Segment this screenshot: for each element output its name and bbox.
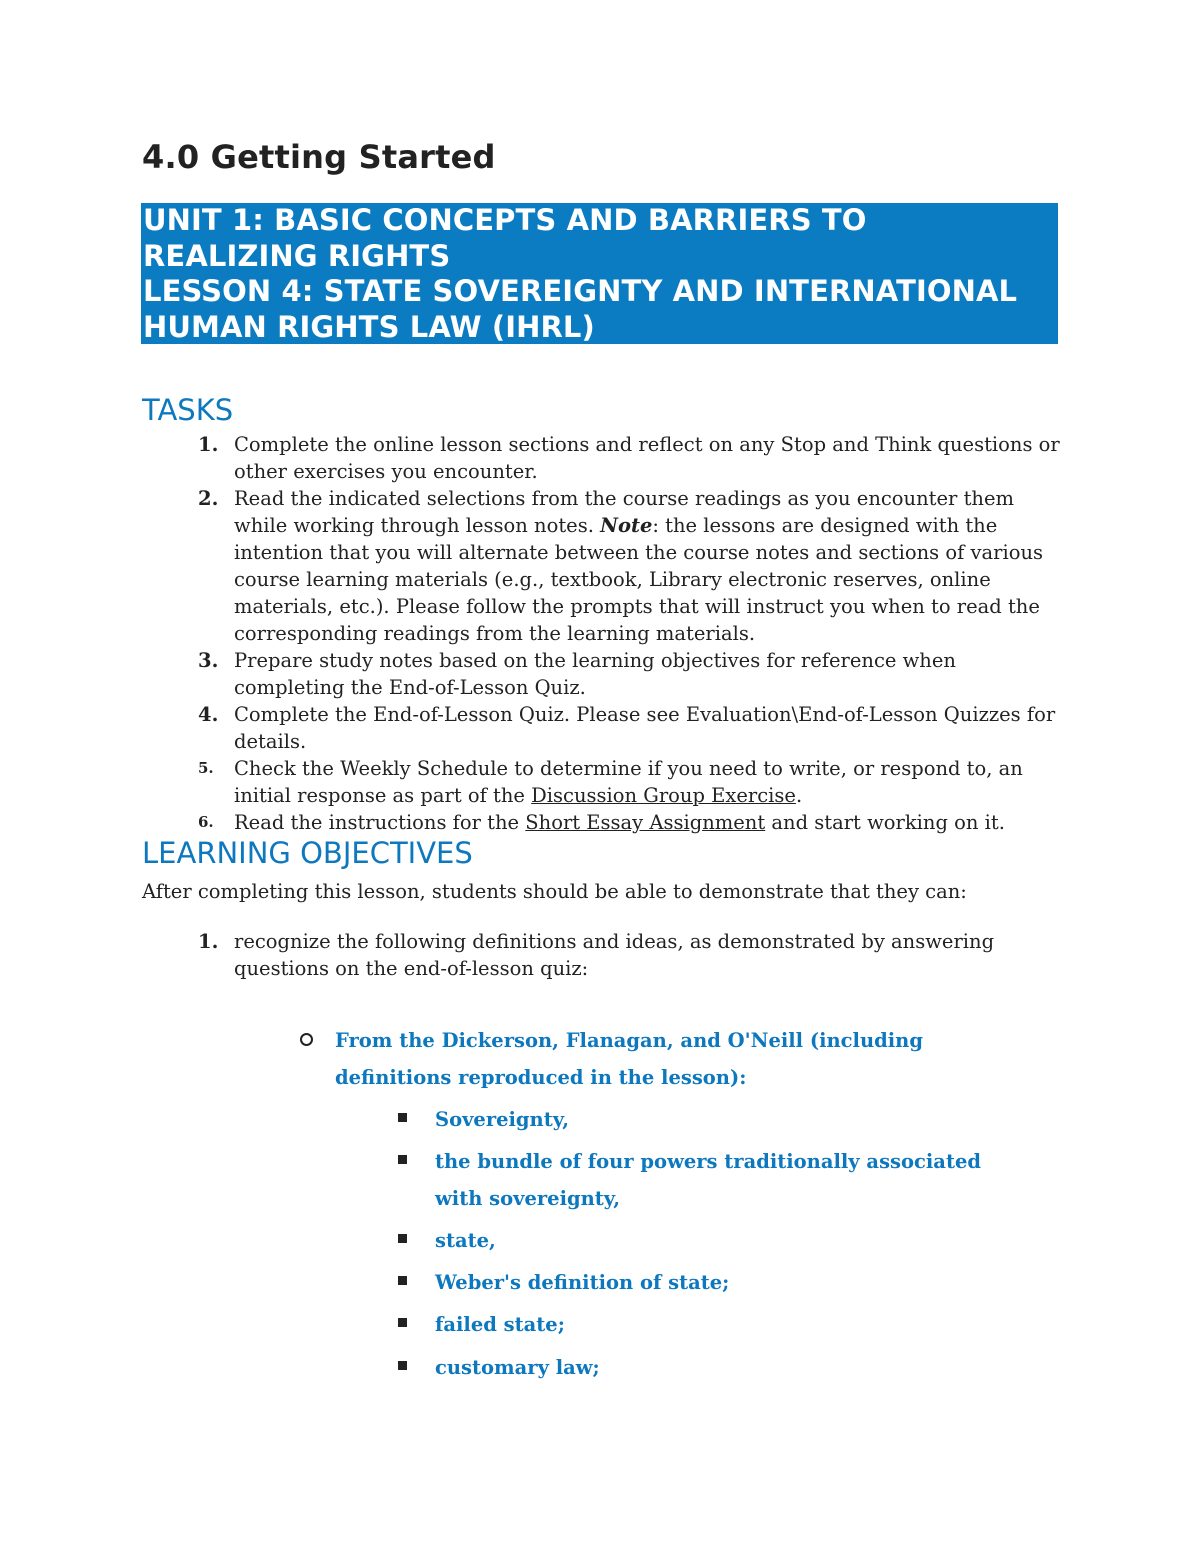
- objective-number: 1.: [198, 930, 219, 953]
- square-bullet-icon: [398, 1155, 407, 1164]
- unit-lesson-banner: [141, 203, 1058, 344]
- task-text: .: [795, 784, 803, 807]
- banner-line: HUMAN RIGHTS LAW (IHRL): [143, 309, 595, 344]
- task-text: Prepare study notes based on the learning objectives for reference when completing the End-of-Lesson Quiz.: [234, 649, 956, 699]
- term-text: the bundle of four powers traditionally associated with sovereignty,: [435, 1150, 981, 1210]
- task-text: Read the indicated selections from the course readings as you encounter them while working through lesson notes.: [234, 487, 1014, 537]
- term-text: Sovereignty,: [435, 1108, 569, 1131]
- task-item: [190, 809, 1070, 836]
- square-bullet-icon: [398, 1318, 407, 1327]
- page-title: 4.0 Getting Started: [142, 138, 496, 176]
- task-text: : the lessons are designed with the intention that you will alternate between the course notes and sections of various course learning materials (e.g., textbook, Library electronic reserves, online materials, etc.). Please follow the prompts that will instruct you when to read the corresponding readings from the learning materials.: [234, 514, 1044, 645]
- banner-line: LESSON 4: STATE SOVEREIGNTY AND INTERNATIONAL: [143, 274, 1018, 308]
- objectives-intro: After completing this lesson, students should be able to demonstrate that they can:: [142, 880, 967, 903]
- objective-item: [190, 928, 1070, 982]
- task-text: Complete the End-of-Lesson Quiz. Please see Evaluation\End-of-Lesson Quizzes for details.: [234, 703, 1056, 753]
- task-text: and start working on it.: [765, 811, 1005, 834]
- task-number: 3.: [198, 649, 219, 672]
- task-item: [190, 755, 1070, 809]
- task-item: [190, 701, 1070, 755]
- task-number: 4.: [198, 703, 219, 726]
- task-item: [190, 647, 1070, 701]
- term-text: state,: [435, 1229, 496, 1252]
- task-text: Complete the online lesson sections and reflect on any Stop and Think questions or other exercises you encounter.: [234, 433, 1060, 483]
- term-text: Weber's definition of state;: [435, 1271, 730, 1294]
- term-text: failed state;: [435, 1313, 565, 1336]
- task-item: [190, 431, 1070, 485]
- note-label: Note: [600, 514, 653, 537]
- learning-objectives-heading: LEARNING OBJECTIVES: [142, 836, 473, 870]
- square-bullet-icon: [398, 1234, 407, 1243]
- banner-line: UNIT 1: BASIC CONCEPTS AND BARRIERS TO: [143, 203, 867, 237]
- task-number: 2.: [198, 487, 219, 510]
- square-bullet-icon: [398, 1276, 407, 1285]
- discussion-group-exercise-link[interactable]: Discussion Group Exercise: [531, 784, 796, 807]
- task-number: 6.: [198, 813, 214, 831]
- square-bullet-icon: [398, 1361, 407, 1370]
- task-number: 1.: [198, 433, 219, 456]
- hollow-circle-bullet-icon: [300, 1033, 313, 1046]
- square-bullet-icon: [398, 1113, 407, 1122]
- term-text: customary law;: [435, 1356, 600, 1379]
- tasks-list: [190, 431, 1070, 836]
- short-essay-assignment-link[interactable]: Short Essay Assignment: [525, 811, 766, 834]
- task-text: Read the instructions for the: [234, 811, 526, 834]
- tasks-heading: TASKS: [142, 393, 234, 427]
- sub-bullet-text: From the Dickerson, Flanagan, and O'Neill (including definitions reproduced in the lesson):: [335, 1029, 923, 1089]
- banner-line: REALIZING RIGHTS: [143, 238, 451, 273]
- task-text: Check the Weekly Schedule to determine if you need to write, or respond to, an initial response as part of the: [234, 757, 1023, 807]
- task-item: [190, 485, 1070, 647]
- objective-text: recognize the following definitions and ideas, as demonstrated by answering questions on the end-of-lesson quiz:: [234, 930, 995, 980]
- task-number: 5.: [198, 759, 214, 777]
